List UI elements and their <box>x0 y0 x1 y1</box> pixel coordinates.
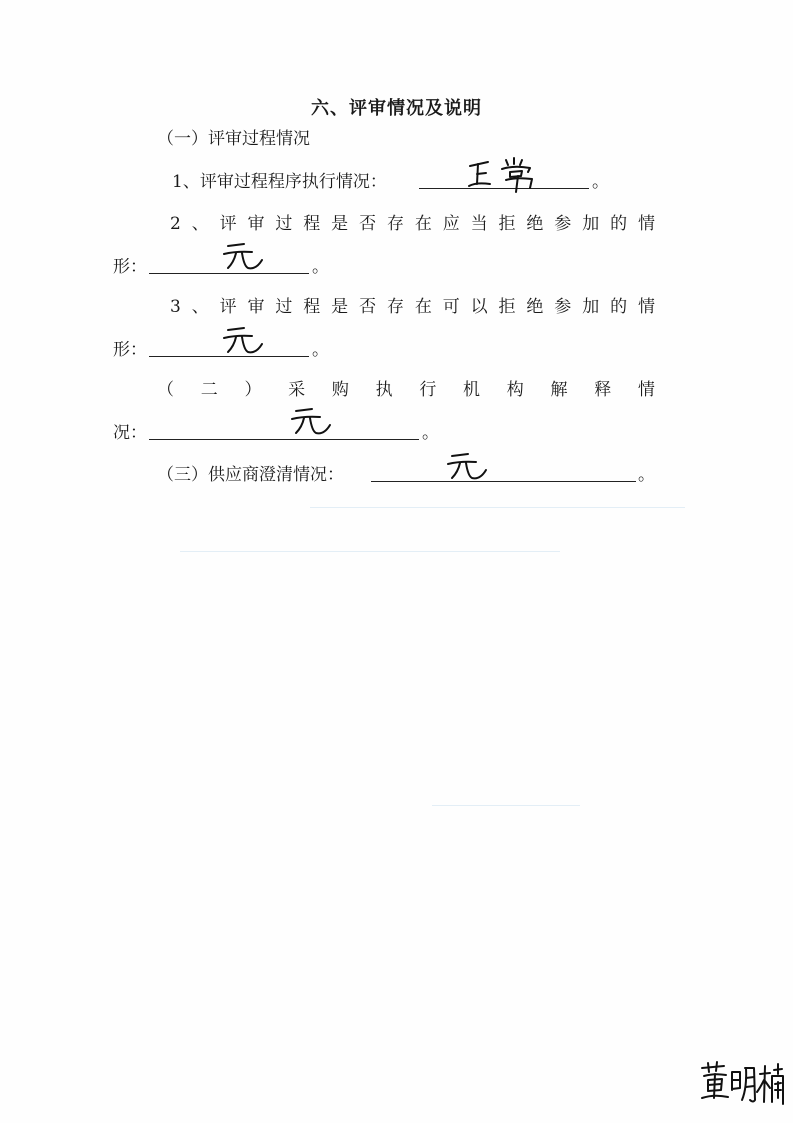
item3-label-end: 形： <box>113 340 147 360</box>
subsection-heading-1: （一）评审过程情况 <box>157 129 310 149</box>
item2-period: 。 <box>312 257 329 277</box>
section3-handwritten-answer <box>446 450 490 482</box>
section3-period: 。 <box>638 465 655 485</box>
scan-artifact-line <box>310 507 685 508</box>
subsection-heading-2-end: 况： <box>113 423 147 443</box>
scan-artifact-line <box>180 551 560 552</box>
item3-handwritten-answer <box>222 324 266 356</box>
item1-period: 。 <box>592 172 609 192</box>
section2-period: 。 <box>422 423 439 443</box>
section2-handwritten-answer <box>290 405 334 437</box>
subsection-heading-2: （ 二 ） 采 购 执 行 机 构 解 释 情 <box>157 380 655 400</box>
item3-label: 3 、 评 审 过 程 是 否 存 在 可 以 拒 绝 参 加 的 情 <box>170 297 655 317</box>
item1-label: 1、评审过程程序执行情况： <box>172 172 387 192</box>
item3-answer-line <box>149 356 309 357</box>
item1-handwritten-answer <box>466 156 546 192</box>
subsection-heading-3: （三）供应商澄清情况： <box>157 465 344 485</box>
item2-label: 2 、 评 审 过 程 是 否 存 在 应 当 拒 绝 参 加 的 情 <box>170 214 655 234</box>
section2-answer-line <box>149 439 419 440</box>
item2-label-end: 形： <box>113 257 147 277</box>
section3-answer-line <box>371 481 636 482</box>
scan-artifact-line <box>432 805 580 806</box>
item2-answer-line <box>149 273 309 274</box>
section-title: 六、评审情况及说明 <box>311 98 482 119</box>
item3-period: 。 <box>312 340 329 360</box>
item2-handwritten-answer <box>222 240 266 272</box>
handwritten-signature <box>700 1060 784 1106</box>
